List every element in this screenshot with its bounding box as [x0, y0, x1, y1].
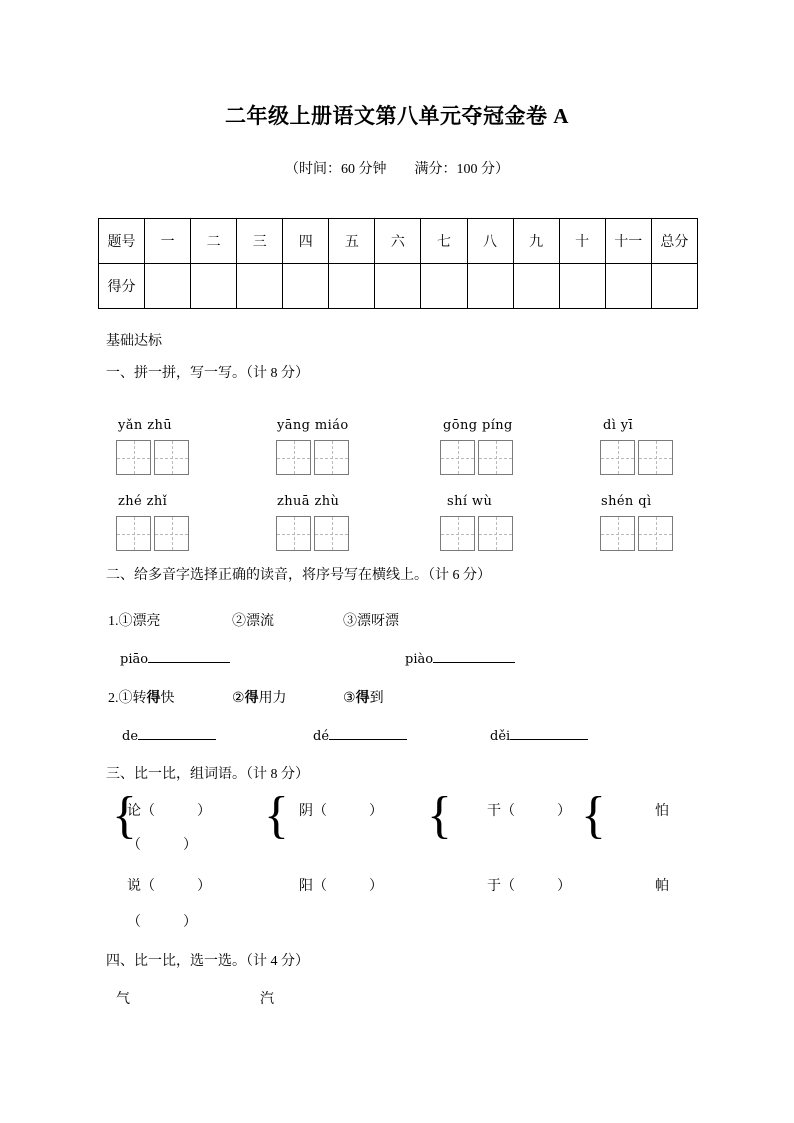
- pinyin-zhua-zhu: zhuā zhù: [277, 494, 340, 509]
- answer-slot-piao1[interactable]: [120, 650, 230, 667]
- group-2-bottom-word[interactable]: 阳（ ）: [299, 879, 383, 894]
- answer-slot-de2[interactable]: [313, 727, 407, 744]
- writing-grid-gong-ping[interactable]: [440, 440, 513, 475]
- answer-slot-de[interactable]: [122, 727, 216, 744]
- option-key-char: 得: [244, 691, 259, 706]
- option-marker-1[interactable]: ①: [118, 614, 133, 629]
- pinyin-shi-wu: shí wù: [447, 494, 493, 509]
- group-4-top-char[interactable]: 怕: [655, 804, 669, 819]
- group-2-top-word[interactable]: 阴（ ）: [299, 804, 383, 819]
- answer-pinyin-label: piào: [405, 652, 434, 667]
- tianzige-box[interactable]: [600, 516, 635, 551]
- score-cell-5[interactable]: [329, 264, 375, 309]
- section-four-title: 四、比一比，选一选。（计 4 分）: [106, 954, 309, 969]
- tianzige-box[interactable]: [478, 440, 513, 475]
- section-four-char-qi1[interactable]: 气: [116, 992, 130, 1007]
- score-table-col-3: 三: [237, 219, 283, 264]
- option-suffix: 快: [160, 691, 175, 706]
- score-table-col-8: 八: [467, 219, 513, 264]
- score-table-col-10: 十: [559, 219, 605, 264]
- answer-blank[interactable]: [329, 727, 407, 740]
- score-cell-9[interactable]: [513, 264, 559, 309]
- part-label: 基础达标: [106, 334, 162, 349]
- score-cell-1[interactable]: [145, 264, 191, 309]
- score-cell-3[interactable]: [237, 264, 283, 309]
- tianzige-box[interactable]: [478, 516, 513, 551]
- tianzige-box[interactable]: [276, 440, 311, 475]
- tianzige-box[interactable]: [638, 516, 673, 551]
- table-row: [99, 264, 698, 309]
- section-one-title: 一、拼一拼，写一写。（计 8 分）: [106, 366, 309, 381]
- option-text-1: 漂亮: [132, 614, 161, 629]
- answer-pinyin-label: děi: [490, 729, 511, 744]
- group-4-bottom-char[interactable]: 帕: [655, 879, 669, 894]
- writing-grid-shi-wu[interactable]: [440, 516, 513, 551]
- answer-blank[interactable]: [433, 650, 515, 663]
- answer-pinyin-label: de: [122, 729, 139, 744]
- score-cell-6[interactable]: [375, 264, 421, 309]
- duoyinzi-item-2: [108, 687, 175, 707]
- score-cell-8[interactable]: [467, 264, 513, 309]
- score-table-score-label: 得分: [99, 264, 145, 309]
- tianzige-box[interactable]: [154, 516, 189, 551]
- tianzige-box[interactable]: [600, 440, 635, 475]
- duoyinzi-item-2-option-3: [343, 687, 384, 707]
- option-marker-3[interactable]: ③: [343, 691, 356, 706]
- score-table: [98, 218, 698, 309]
- writing-grid-yan-zhu[interactable]: [116, 440, 189, 475]
- writing-grid-zhe-zhi[interactable]: [116, 516, 189, 551]
- option-key-char: 得: [355, 691, 370, 706]
- answer-blank[interactable]: [510, 727, 588, 740]
- answer-blank[interactable]: [138, 727, 216, 740]
- group-3-bottom-word[interactable]: 于（ ）: [487, 879, 571, 894]
- answer-slot-dei[interactable]: [490, 727, 588, 744]
- page-title: 二年级上册语文第八单元夺冠金卷 A: [225, 104, 569, 128]
- score-cell-total[interactable]: [651, 264, 697, 309]
- score-table-col-11: 十一: [605, 219, 651, 264]
- option-suffix: 到: [369, 691, 384, 706]
- score-table-col-total: 总分: [651, 219, 697, 264]
- score-table-col-2: 二: [191, 219, 237, 264]
- section-four-char-qi2[interactable]: 汽: [260, 992, 274, 1007]
- tianzige-box[interactable]: [638, 440, 673, 475]
- item-number: 1.: [108, 614, 119, 629]
- score-table-col-1: 一: [145, 219, 191, 264]
- pinyin-di-yi: dì yī: [603, 418, 634, 433]
- answer-pinyin-label: dé: [313, 729, 330, 744]
- writing-grid-yang-miao[interactable]: [276, 440, 349, 475]
- option-marker-1[interactable]: ①: [118, 691, 133, 706]
- option-prefix: 转: [132, 691, 147, 706]
- score-cell-7[interactable]: [421, 264, 467, 309]
- option-text-2: 漂流: [246, 614, 274, 629]
- option-marker-3[interactable]: ③: [343, 614, 357, 629]
- option-marker-2[interactable]: ②: [232, 691, 245, 706]
- pinyin-gong-ping: gōng píng: [443, 418, 513, 433]
- tianzige-box[interactable]: [276, 516, 311, 551]
- group-1-extra-paren[interactable]: （ ）: [127, 838, 197, 853]
- group-3-top-word[interactable]: 干（ ）: [487, 804, 571, 819]
- writing-grid-di-yi[interactable]: [600, 440, 673, 475]
- pinyin-yang-miao: yāng miáo: [277, 418, 349, 433]
- pinyin-yan-zhu: yǎn zhū: [118, 418, 172, 433]
- answer-blank[interactable]: [148, 650, 230, 663]
- brace-icon: {: [112, 787, 137, 844]
- tianzige-box[interactable]: [314, 516, 349, 551]
- option-text-3: 漂呀漂: [357, 614, 399, 629]
- duoyinzi-item-2-option-2: [232, 687, 287, 707]
- score-cell-4[interactable]: [283, 264, 329, 309]
- item-number: 2.: [108, 691, 119, 706]
- score-table-col-9: 九: [513, 219, 559, 264]
- score-table-col-7: 七: [421, 219, 467, 264]
- answer-slot-piao4[interactable]: [405, 650, 515, 667]
- duoyinzi-item-1-option-2: [232, 610, 274, 630]
- option-key-char: 得: [146, 691, 161, 706]
- tianzige-box[interactable]: [314, 440, 349, 475]
- tianzige-box[interactable]: [440, 516, 475, 551]
- score-cell-2[interactable]: [191, 264, 237, 309]
- option-marker-2[interactable]: ②: [232, 614, 246, 629]
- score-cell-11[interactable]: [605, 264, 651, 309]
- duoyinzi-item-1: [108, 610, 161, 630]
- brace-icon: {: [264, 787, 289, 844]
- answer-pinyin-label: piāo: [120, 652, 149, 667]
- section-three-title: 三、比一比，组词语。（计 8 分）: [106, 767, 309, 782]
- writing-grid-zhua-zhu[interactable]: [276, 516, 349, 551]
- duoyinzi-item-1-option-3: [343, 610, 399, 630]
- pinyin-zhe-zhi: zhé zhǐ: [118, 494, 168, 509]
- tianzige-box[interactable]: [116, 440, 151, 475]
- score-cell-10[interactable]: [559, 264, 605, 309]
- brace-icon: {: [581, 787, 606, 844]
- score-table-header-label: 题号: [99, 219, 145, 264]
- tianzige-box[interactable]: [440, 440, 475, 475]
- score-table-col-5: 五: [329, 219, 375, 264]
- score-table-col-4: 四: [283, 219, 329, 264]
- table-row: [99, 219, 698, 264]
- group-1-top-word[interactable]: 论（ ）: [127, 804, 211, 819]
- section-two-title: 二、给多音字选择正确的读音，将序号写在横线上。（计 6 分）: [106, 568, 491, 583]
- group-1-tail-paren[interactable]: （ ）: [127, 915, 197, 930]
- tianzige-box[interactable]: [154, 440, 189, 475]
- option-suffix: 用力: [258, 691, 287, 706]
- group-1-bottom-word[interactable]: 说（ ）: [127, 879, 211, 894]
- page-subtitle: （时间：60 分钟 满分：100 分）: [285, 162, 509, 177]
- writing-grid-shen-qi[interactable]: [600, 516, 673, 551]
- tianzige-box[interactable]: [116, 516, 151, 551]
- brace-icon: {: [427, 787, 452, 844]
- pinyin-shen-qi: shén qì: [601, 494, 652, 509]
- score-table-col-6: 六: [375, 219, 421, 264]
